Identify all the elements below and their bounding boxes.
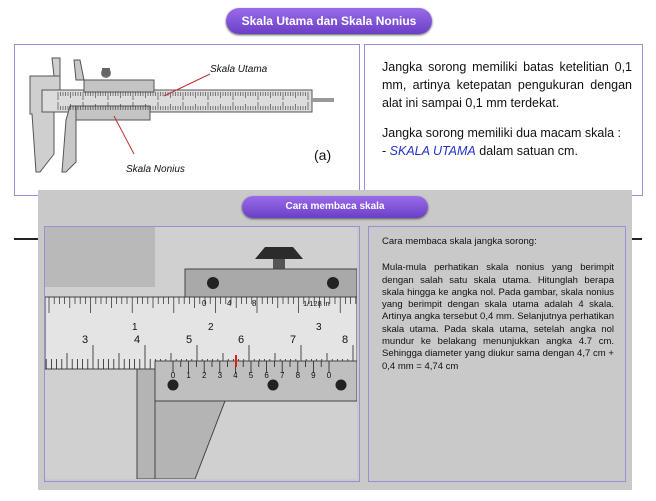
vernier-scale-label: 6 bbox=[264, 371, 269, 380]
label-vernier-scale: Skala Nonius bbox=[126, 164, 185, 175]
vernier-scale-label: 8 bbox=[295, 371, 301, 380]
vernier-top-label: 8 bbox=[252, 299, 257, 308]
label-main-scale: Skala Utama bbox=[210, 64, 268, 75]
inch-label: 3 bbox=[316, 322, 322, 333]
inch-label: 1 bbox=[132, 322, 138, 333]
bullet-highlight: SKALA UTAMA bbox=[389, 144, 476, 158]
main-scale-label: 4 bbox=[133, 334, 141, 346]
vernier-scale-label: 4 bbox=[233, 371, 238, 380]
unit-label: 1/128 in bbox=[303, 299, 330, 308]
inch-label: 2 bbox=[208, 322, 214, 333]
caliper-closeup bbox=[45, 227, 357, 479]
figure-caption: (a) bbox=[314, 147, 332, 163]
vernier-scale-label: 0 bbox=[170, 371, 176, 380]
vernier-scale-label: 9 bbox=[311, 371, 316, 380]
section-title: Cara membaca skala bbox=[242, 196, 428, 218]
title-banner: Skala Utama dan Skala Nonius bbox=[226, 8, 432, 34]
main-scale-label: 6 bbox=[237, 334, 245, 346]
reading-heading: Cara membaca skala jangka sorong: bbox=[382, 236, 537, 247]
vernier-top-label: 0 bbox=[202, 299, 207, 308]
reading-text bbox=[382, 236, 614, 382]
vernier-scale-label: 1 bbox=[186, 371, 191, 380]
main-scale-label: 5 bbox=[185, 334, 193, 346]
info-paragraph-2: Jangka sorong memiliki dua macam skala : bbox=[382, 126, 621, 140]
info-text bbox=[382, 58, 632, 160]
info-bullet bbox=[382, 142, 632, 160]
divider-right bbox=[632, 238, 642, 240]
reading-body: Mula-mula perhatikan skala nonius yang berimpit dengan salah satu skala utama. Hitunglah berapa skala hingga ke angka nol. Pada gambar, skala nonius yang berimpit dengan skala utama adalah 4 skala. Artinya angka tersebut 0,4 mm. Selanjutnya perhatikan skala utama. Pada skala utama, setelah angka nol mundur ke belakang menunjukkan angka 4.7 cm. Sehingga diameter yang diukur sama dengan 4,7 cm + 0,4 mm = 4,74 cm bbox=[382, 262, 614, 372]
vernier-scale-label: 2 bbox=[201, 371, 207, 380]
main-scale-label: 8 bbox=[341, 334, 349, 346]
vernier-caliper-diagram bbox=[14, 44, 358, 194]
vernier-top-label: 4 bbox=[227, 299, 232, 308]
vernier-scale-label: 5 bbox=[248, 371, 254, 380]
vernier-scale-label: 0 bbox=[326, 371, 332, 380]
info-paragraph-1: Jangka sorong memiliki batas ketelitian 0,1 mm, artinya ketepatan pengukuran dengan alat ini sampai 0,1 mm terdekat. bbox=[382, 60, 632, 110]
vernier-scale-label: 7 bbox=[279, 371, 285, 380]
bullet-rest: dalam satuan cm. bbox=[475, 144, 578, 158]
vernier-scale-label: 3 bbox=[217, 371, 223, 380]
divider-left bbox=[14, 238, 40, 240]
main-scale-label: 7 bbox=[289, 334, 297, 346]
main-scale-label: 3 bbox=[81, 334, 89, 346]
bullet-prefix: - bbox=[382, 144, 390, 158]
